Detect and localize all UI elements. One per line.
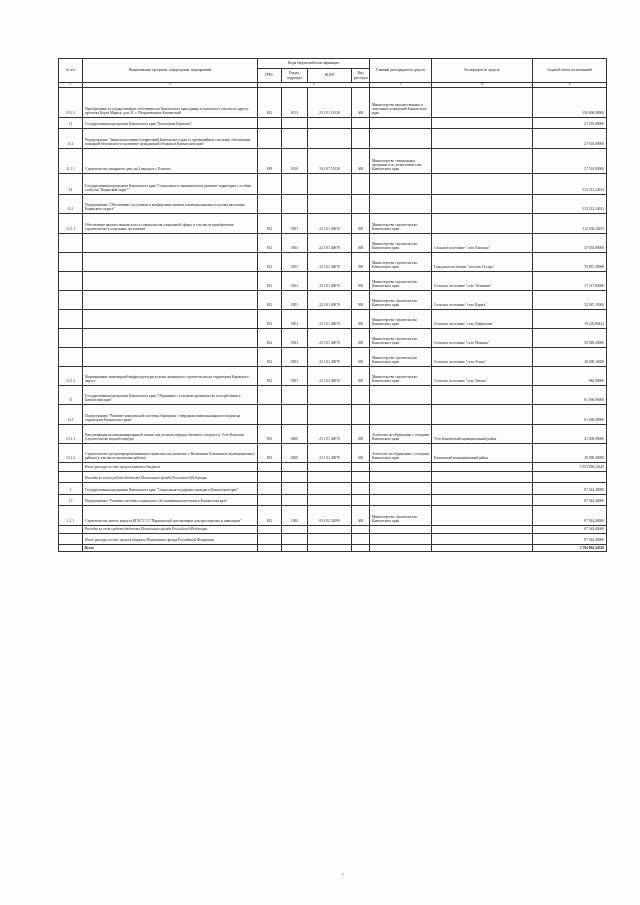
row-kcsr	[308, 482, 352, 494]
table-row	[59, 505, 607, 525]
row-number	[59, 544, 83, 551]
row-recipient: Усть-Камчатский муниципальный район	[432, 424, 533, 443]
row-amount: 41 000,00000	[533, 424, 607, 443]
row-grbs: 812	[258, 87, 282, 117]
table-row	[59, 424, 607, 443]
index-cell: 7	[370, 83, 432, 88]
row-section	[282, 173, 308, 194]
row-kcsr: 23 1 01 40070	[308, 443, 352, 462]
row-grbs	[258, 128, 282, 148]
row-grbs: 812	[258, 213, 282, 233]
row-vr	[352, 194, 370, 213]
row-recipient	[432, 505, 533, 525]
row-name: Расходы за счет средств бюджета Пенсионного фонда Российской Федерации	[83, 471, 258, 482]
row-vr: 500	[352, 328, 370, 347]
row-number: 11	[59, 117, 83, 128]
row-section	[282, 544, 308, 551]
row-amount: 19 120,80412	[533, 309, 607, 328]
row-kcsr: 03 4 02 52090	[308, 505, 352, 525]
row-section	[282, 482, 308, 494]
row-name: Строительство мусороперерабатывающего комплекса на полигоне г. Вилючинск Елизовского муниципального района (в том числе проектные работы)	[83, 443, 258, 462]
row-recipient: Елизовский муниципальный район	[432, 443, 533, 462]
row-recipient: Сельское поселение "село Тиличики"	[432, 271, 533, 290]
row-manager: Министерство специальных программ и по делам казачества Камчатского края	[370, 148, 432, 173]
row-kcsr: 22 3 01 40070	[308, 252, 352, 271]
row-section	[282, 462, 308, 471]
header-codes: Коды бюджетной классификации	[258, 59, 370, 69]
row-number	[59, 233, 83, 252]
row-kcsr: 22 3 01 40070	[308, 233, 352, 252]
row-name: Формирование инженерной инфраструктуры в целях жилищного строительства на территории Корякского округа	[83, 366, 258, 385]
row-manager: Министерство строительства Камчатского края	[370, 505, 432, 525]
row-kcsr	[308, 117, 352, 128]
row-vr: 500	[352, 213, 370, 233]
row-recipient	[432, 494, 533, 505]
row-section: 0113	[282, 87, 308, 117]
table-row	[59, 525, 607, 533]
row-vr: 500	[352, 347, 370, 366]
row-manager: Министерство строительства Камчатского края	[370, 347, 432, 366]
row-amount: 61 000,00000	[533, 404, 607, 424]
row-grbs	[258, 462, 282, 471]
row-section: 0501	[282, 271, 308, 290]
row-kcsr	[308, 533, 352, 544]
row-recipient	[432, 404, 533, 424]
table-row	[59, 252, 607, 271]
row-section: 0501	[282, 366, 308, 385]
row-vr	[352, 173, 370, 194]
row-number: 1	[59, 482, 83, 494]
row-number: 12.1.1	[59, 213, 83, 233]
row-grbs	[258, 544, 282, 551]
table-row	[59, 148, 607, 173]
row-vr	[352, 128, 370, 148]
row-grbs: 812	[258, 290, 282, 309]
row-recipient	[432, 173, 533, 194]
row-vr	[352, 533, 370, 544]
row-amount: 87 344,40000	[533, 525, 607, 533]
row-kcsr	[308, 494, 352, 505]
row-name: Подпрограмма "Защита населения и территорий Камчатского края от чрезвычайных ситуаций, обеспечение пожарной безопасности и развитие гражданской обороны в Камчатском крае"	[83, 128, 258, 148]
row-recipient	[432, 117, 533, 128]
table-row	[59, 347, 607, 366]
row-name: Итого расходы за счет средств краевого бюджета	[83, 462, 258, 471]
row-manager	[370, 462, 432, 471]
table-row	[59, 233, 607, 252]
index-cell: 9	[533, 83, 607, 88]
row-manager	[370, 194, 432, 213]
row-amount: 17 217,83000	[533, 271, 607, 290]
table-row	[59, 173, 607, 194]
row-number: 13.1.1	[59, 424, 83, 443]
row-amount: 87 344,40000	[533, 494, 607, 505]
row-section	[282, 533, 308, 544]
row-vr	[352, 544, 370, 551]
footer-mark: r	[342, 872, 344, 878]
header-grbs: ГРБС	[258, 69, 282, 83]
row-number	[59, 525, 83, 533]
row-grbs	[258, 471, 282, 482]
row-section	[282, 194, 308, 213]
row-name: Строительство пожарного депо на 2 выезда в г. Елизово	[83, 148, 258, 173]
row-vr	[352, 525, 370, 533]
row-kcsr	[308, 128, 352, 148]
row-section: 0501	[282, 290, 308, 309]
row-manager	[370, 525, 432, 533]
row-section	[282, 385, 308, 404]
row-grbs: 855	[258, 424, 282, 443]
row-section: 0605	[282, 443, 308, 462]
row-manager: Агентство по обращению с отходами Камчатского края	[370, 443, 432, 462]
table-row	[59, 404, 607, 424]
row-grbs: 812	[258, 252, 282, 271]
row-number: 13.1.2	[59, 443, 83, 462]
row-name	[83, 328, 258, 347]
row-name	[83, 309, 258, 328]
row-amount: 61 000,00000	[533, 385, 607, 404]
header-manager: Главный распорядитель средств	[370, 59, 432, 83]
table-row	[59, 117, 607, 128]
row-vr: 400	[352, 505, 370, 525]
row-amount: 87 344,40000	[533, 482, 607, 494]
row-amount: 47 292,80000	[533, 233, 607, 252]
row-kcsr	[308, 194, 352, 213]
row-amount: 5 553 856,34320	[533, 462, 607, 471]
row-recipient	[432, 471, 533, 482]
row-name: Подпрограмма "Развитие комплексной системы обращения с твердыми коммунальными отходами на территории Камчатского края"	[83, 404, 258, 424]
table-row	[59, 494, 607, 505]
row-name: Рекультивация несанкционированной свалки под полигон твердых бытовых отходов в п. Усть-Камчатск (строительство второй очереди)	[83, 424, 258, 443]
row-amount: 76 857,20000	[533, 252, 607, 271]
row-number: 11.1.1	[59, 148, 83, 173]
table-row	[59, 271, 607, 290]
row-grbs	[258, 385, 282, 404]
row-grbs	[258, 525, 282, 533]
row-grbs	[258, 482, 282, 494]
row-manager: Министерство строительства Камчатского края	[370, 328, 432, 347]
row-kcsr	[308, 385, 352, 404]
row-section: 0605	[282, 424, 308, 443]
row-kcsr: 22 3 02 40070	[308, 366, 352, 385]
row-name: Государственная программа Камчатского края "Социальная поддержка граждан в Камчатском крае"	[83, 482, 258, 494]
row-kcsr	[308, 544, 352, 551]
row-recipient: Сельское поселение "село Карага"	[432, 290, 533, 309]
header-amount: Годовой объем ассигнований	[533, 59, 607, 83]
row-name	[83, 347, 258, 366]
table-row	[59, 544, 607, 551]
row-number: 13.1	[59, 404, 83, 424]
row-kcsr	[308, 462, 352, 471]
row-grbs: 812	[258, 328, 282, 347]
row-vr: 500	[352, 290, 370, 309]
row-recipient	[432, 462, 533, 471]
row-manager	[370, 117, 432, 128]
row-name: Приобретение в государственную собственность Камчатского края здания и земельного участка по адресу: проспект Карла Маркса, дом 31, г. Петропавловск-Камчатский	[83, 87, 258, 117]
row-manager	[370, 471, 432, 482]
row-name: Обеспечение жильем эконом-класса специалистов социальной сферы, в том числе приобретение, строительство в отдельных поселениях	[83, 213, 258, 233]
row-manager: Министерство строительства Камчатского края	[370, 290, 432, 309]
row-number: 1.1	[59, 494, 83, 505]
table-row	[59, 471, 607, 482]
row-number: 1.1.1	[59, 505, 83, 525]
row-number	[59, 347, 83, 366]
table-row	[59, 87, 607, 117]
row-recipient	[432, 482, 533, 494]
row-recipient: Сельское поселение "село Хайрюзово"	[432, 309, 533, 328]
row-amount: 52 567,15000	[533, 290, 607, 309]
row-section: 0501	[282, 309, 308, 328]
row-grbs	[258, 533, 282, 544]
row-manager: Министерство строительства Камчатского края	[370, 271, 432, 290]
row-number: 12.1	[59, 194, 83, 213]
row-vr	[352, 385, 370, 404]
row-number: 12	[59, 173, 83, 194]
table-row	[59, 443, 607, 462]
row-grbs: 855	[258, 443, 282, 462]
row-amount: 20 000,00000	[533, 443, 607, 462]
row-amount: 27 510,09000	[533, 128, 607, 148]
row-recipient	[432, 213, 533, 233]
row-kcsr	[308, 471, 352, 482]
row-kcsr: 22 3 01 40070	[308, 290, 352, 309]
row-name	[83, 290, 258, 309]
row-name: Государственная программа Камчатского края "Социальное и экономическое развитие территории с особым статусом "Корякский округ""	[83, 173, 258, 194]
header-vr: Вид расходов	[352, 69, 370, 83]
row-grbs	[258, 173, 282, 194]
table-row	[59, 385, 607, 404]
row-name: Итого расходы за счет средств бюджета Пенсионного фонда Российской Федерации	[83, 533, 258, 544]
row-vr	[352, 471, 370, 482]
row-grbs: 812	[258, 505, 282, 525]
table-row	[59, 366, 607, 385]
index-cell: 1	[59, 83, 83, 88]
row-manager: Министерство строительства Камчатского края	[370, 309, 432, 328]
row-manager	[370, 173, 432, 194]
table-row	[59, 462, 607, 471]
table-row	[59, 128, 607, 148]
row-manager: Министерство строительства Камчатского края	[370, 252, 432, 271]
row-recipient	[432, 544, 533, 551]
row-grbs	[258, 194, 282, 213]
row-recipient	[432, 87, 533, 117]
row-vr: 500	[352, 366, 370, 385]
row-kcsr: 22 3 01 40070	[308, 347, 352, 366]
index-cell: 3	[258, 83, 370, 88]
row-amount: 50 840,29000	[533, 328, 607, 347]
row-manager: Министерство имущественных и земельных отношений Камчатского края	[370, 87, 432, 117]
row-number	[59, 462, 83, 471]
row-amount: 312 306,24013	[533, 213, 607, 233]
row-vr: 500	[352, 424, 370, 443]
row-name: Строительство нового корпуса КГАСУ СЗ "Паратунский дом-интернат для престарелых и инвалидов"	[83, 505, 258, 525]
row-name: Подпрограмма "Развитие системы социального обслуживания населения в Камчатском крае"	[83, 494, 258, 505]
row-grbs: 812	[258, 233, 282, 252]
row-vr	[352, 117, 370, 128]
row-amount: 27 510,09000	[533, 148, 607, 173]
row-recipient	[432, 533, 533, 544]
row-kcsr: 16 2 07 10130	[308, 148, 352, 173]
row-kcsr	[308, 173, 352, 194]
row-vr: 500	[352, 309, 370, 328]
row-grbs: 819	[258, 148, 282, 173]
row-kcsr: 22 3 01 40070	[308, 213, 352, 233]
row-manager: Агентство по обращению с отходами Камчатского края	[370, 424, 432, 443]
index-cell: 8	[432, 83, 533, 88]
table-body	[59, 87, 607, 551]
row-number: 11.1	[59, 128, 83, 148]
table-row	[59, 533, 607, 544]
table-row	[59, 290, 607, 309]
row-amount: 150 000,00000	[533, 87, 607, 117]
row-grbs: 812	[258, 271, 282, 290]
row-manager: Министерство строительства Камчатского края	[370, 366, 432, 385]
row-section	[282, 494, 308, 505]
row-vr: 500	[352, 443, 370, 462]
row-section	[282, 117, 308, 128]
row-number	[59, 328, 83, 347]
table-row	[59, 194, 607, 213]
row-amount: 87 344,40000	[533, 505, 607, 525]
row-section: 0310	[282, 148, 308, 173]
row-number	[59, 309, 83, 328]
row-manager	[370, 533, 432, 544]
row-grbs	[258, 117, 282, 128]
row-amount: 315 312,14012	[533, 173, 607, 194]
budget-table	[58, 58, 607, 552]
row-amount: 28 490,16600	[533, 347, 607, 366]
row-name	[83, 271, 258, 290]
row-section	[282, 471, 308, 482]
row-name: Всего	[83, 544, 258, 551]
row-kcsr: 22 3 01 40070	[308, 271, 352, 290]
row-recipient: Сельское поселение "село Хаилино"	[432, 233, 533, 252]
row-grbs	[258, 494, 282, 505]
row-section: 0501	[282, 328, 308, 347]
row-manager: Министерство строительства Камчатского края	[370, 213, 432, 233]
row-vr: 400	[352, 87, 370, 117]
row-vr: 500	[352, 252, 370, 271]
row-section: 0501	[282, 233, 308, 252]
row-section: 0501	[282, 252, 308, 271]
row-manager	[370, 544, 432, 551]
row-number	[59, 471, 83, 482]
table-header	[59, 59, 607, 88]
row-section: 1002	[282, 505, 308, 525]
row-grbs: 812	[258, 309, 282, 328]
row-kcsr: 23 1 01 10130	[308, 87, 352, 117]
row-grbs: 812	[258, 366, 282, 385]
row-amount: 87 344,40000	[533, 533, 607, 544]
row-kcsr: 22 3 01 40070	[308, 328, 352, 347]
row-kcsr: 22 3 01 40070	[308, 309, 352, 328]
row-section: 0501	[282, 213, 308, 233]
row-manager	[370, 482, 432, 494]
row-vr: 500	[352, 271, 370, 290]
row-amount: 27 510,09000	[533, 117, 607, 128]
row-section	[282, 404, 308, 424]
row-name: Государственная программа Камчатского края "Обращение с отходами производства и потребления в Камчатском крае"	[83, 385, 258, 404]
row-amount: 315 312,14012	[533, 194, 607, 213]
header-section: Раздел, подраздел	[282, 69, 308, 83]
row-amount: 5 794 002,34320	[533, 544, 607, 551]
row-recipient	[432, 385, 533, 404]
row-manager	[370, 404, 432, 424]
row-kcsr	[308, 525, 352, 533]
row-number	[59, 533, 83, 544]
row-recipient: Сельское поселение "село Апука"	[432, 347, 533, 366]
row-name	[83, 233, 258, 252]
row-vr	[352, 494, 370, 505]
header-kcsr: КЦСР	[308, 69, 352, 83]
row-section: 0501	[282, 347, 308, 366]
row-number	[59, 271, 83, 290]
index-cell: 2	[83, 83, 258, 88]
row-name: Государственная программа Камчатского края "Безопасная Камчатка"	[83, 117, 258, 128]
header-recipient: Распорядитель средств	[432, 59, 533, 83]
header-no: № п/п.	[59, 59, 83, 83]
row-name: Расходы за счет средств бюджета Пенсионного фонда Российской Федерации	[83, 525, 258, 533]
row-recipient: Сельское поселение "село Тигиль"	[432, 366, 533, 385]
row-vr: 400	[352, 148, 370, 173]
table-row	[59, 328, 607, 347]
row-name	[83, 252, 258, 271]
row-vr	[352, 482, 370, 494]
row-kcsr	[308, 404, 352, 424]
row-number: 13	[59, 385, 83, 404]
row-vr	[352, 462, 370, 471]
row-section	[282, 525, 308, 533]
row-amount: 682,90000	[533, 366, 607, 385]
row-recipient	[432, 194, 533, 213]
row-number	[59, 252, 83, 271]
row-manager	[370, 385, 432, 404]
row-recipient	[432, 128, 533, 148]
row-recipient: Сельское поселение "село Манилы"	[432, 328, 533, 347]
row-recipient: Городское поселение "поселок Оссора"	[432, 252, 533, 271]
row-manager: Министерство строительства Камчатского края	[370, 233, 432, 252]
header-name: Наименование программ, подпрограмм, мероприятий	[83, 59, 258, 83]
row-section	[282, 128, 308, 148]
row-vr: 500	[352, 233, 370, 252]
row-grbs: 812	[258, 347, 282, 366]
row-name: Подпрограмма "Обеспечение доступным и комфортным жильем и коммунальными услугами населения Корякского округа"	[83, 194, 258, 213]
row-kcsr: 23 1 01 40070	[308, 424, 352, 443]
row-recipient	[432, 525, 533, 533]
row-number	[59, 290, 83, 309]
row-number: 12.1.2	[59, 366, 83, 385]
table-row	[59, 309, 607, 328]
row-amount	[533, 471, 607, 482]
row-recipient	[432, 148, 533, 173]
table-row	[59, 482, 607, 494]
table-row	[59, 213, 607, 233]
row-number: 10.1.3	[59, 87, 83, 117]
row-vr	[352, 404, 370, 424]
row-manager	[370, 128, 432, 148]
row-grbs	[258, 404, 282, 424]
row-manager	[370, 494, 432, 505]
